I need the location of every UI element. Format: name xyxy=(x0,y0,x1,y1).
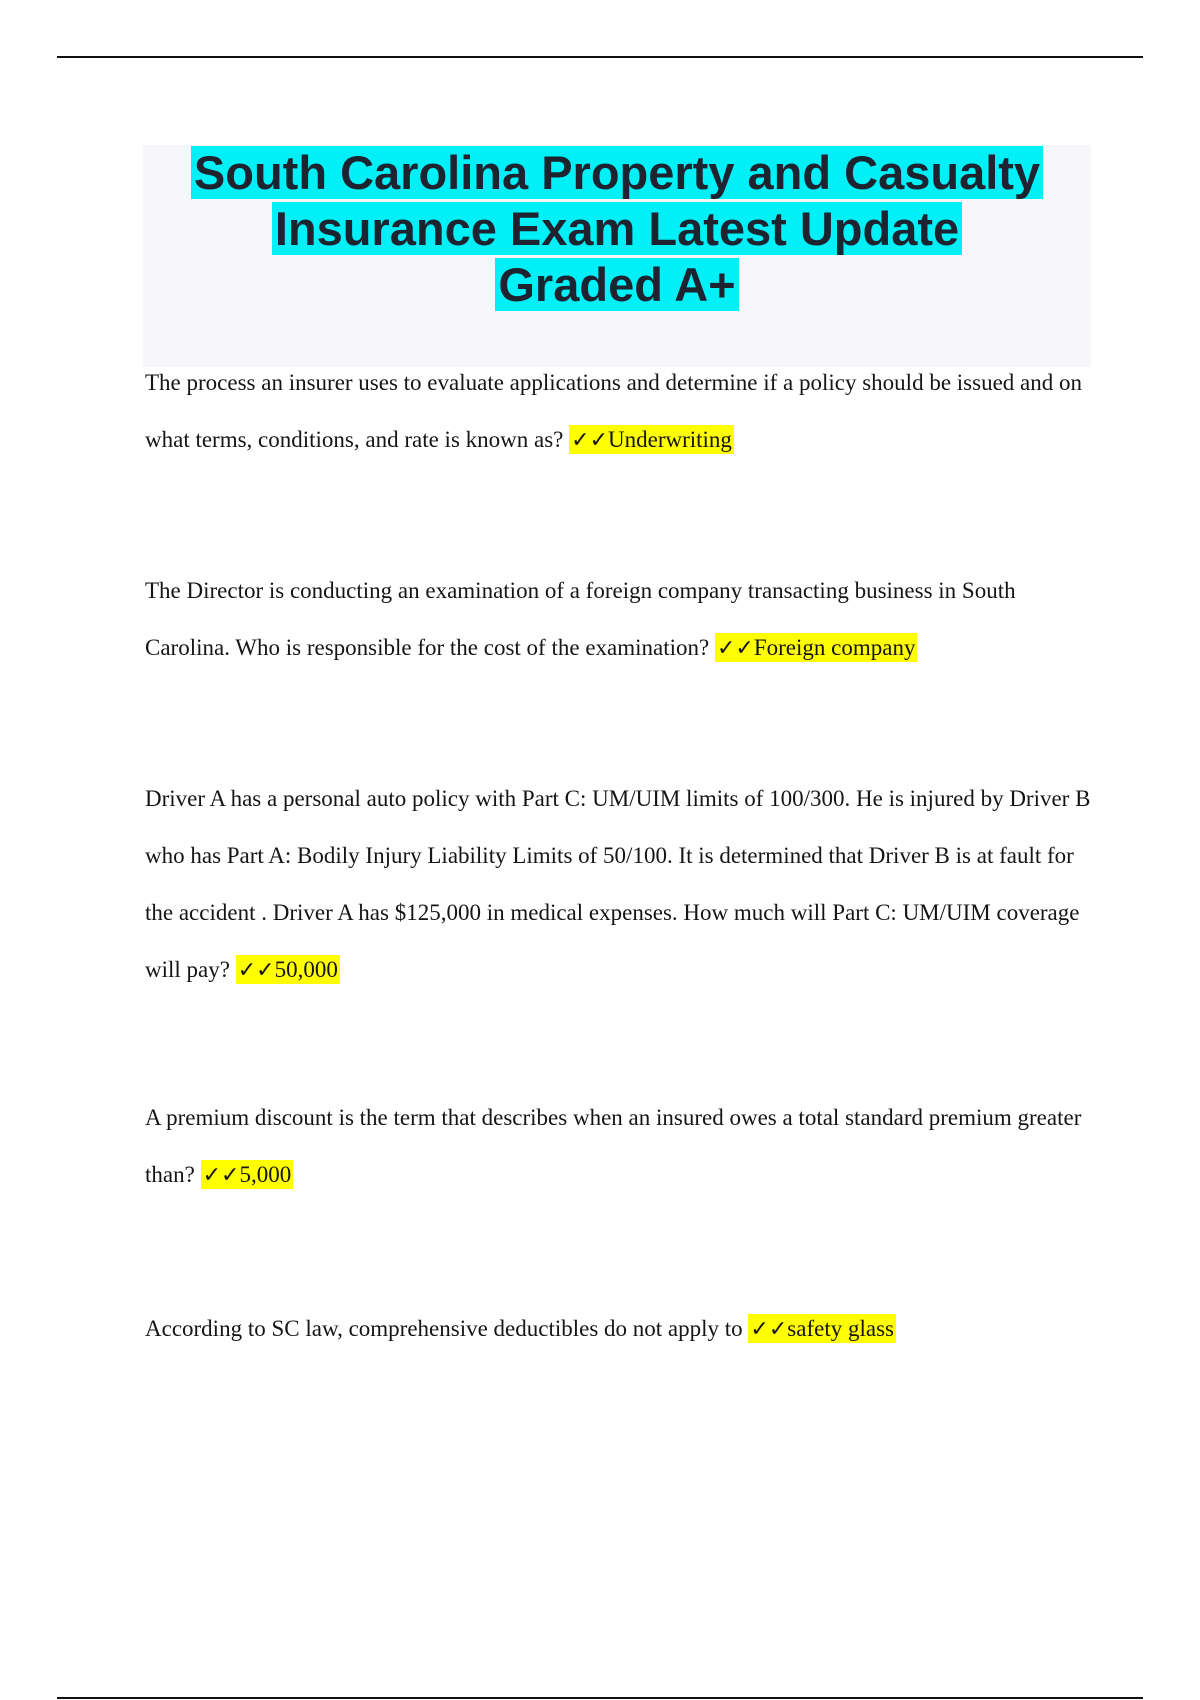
question-text: The process an insurer uses to evaluate applications and determine if a policy should be issued and on what terms, conditions, and rate is known as? xyxy=(145,370,1082,452)
answer-text: 5,000 xyxy=(239,1162,292,1187)
double-check-icon: ✓✓ xyxy=(571,428,609,453)
qa-item-1 xyxy=(145,354,1095,469)
title-line-2: Insurance Exam Latest Update xyxy=(272,202,962,255)
qa-item-4 xyxy=(145,1089,1095,1204)
answer-text: Foreign company xyxy=(753,635,916,660)
title-block xyxy=(143,145,1091,367)
document-title xyxy=(143,145,1091,313)
qa-item-2 xyxy=(145,562,1095,677)
answer-highlight xyxy=(201,1160,294,1189)
answer-highlight xyxy=(748,1314,896,1343)
footer-rule xyxy=(57,1697,1143,1699)
qa-item-3 xyxy=(145,770,1095,999)
answer-highlight xyxy=(715,633,917,662)
title-line-3: Graded A+ xyxy=(495,258,738,311)
double-check-icon: ✓✓ xyxy=(750,1317,788,1342)
double-check-icon: ✓✓ xyxy=(237,958,275,983)
question-text: A premium discount is the term that describes when an insured owes a total standard premium greater than? xyxy=(145,1105,1082,1187)
question-text: The Director is conducting an examination of a foreign company transacting business in South Carolina. Who is responsible for the cost of the examination? xyxy=(145,578,1016,660)
double-check-icon: ✓✓ xyxy=(202,1163,240,1188)
header-rule xyxy=(57,56,1143,58)
question-text: According to SC law, comprehensive deductibles do not apply to xyxy=(145,1316,743,1341)
double-check-icon: ✓✓ xyxy=(716,636,754,661)
question-text: Driver A has a personal auto policy with Part C: UM/UIM limits of 100/300. He is injured by Driver B who has Part A: Bodily Injury Liability Limits of 50/100. It is determined that Driver B is at fault for the accident . Driver A has $125,000 in medical expenses. How much will Part C: UM/UIM coverage will pay? xyxy=(145,786,1091,982)
answer-text: 50,000 xyxy=(274,957,338,982)
title-line-1: South Carolina Property and Casualty xyxy=(191,146,1043,199)
qa-item-5 xyxy=(145,1300,1095,1358)
answer-highlight xyxy=(569,425,734,454)
answer-text: Underwriting xyxy=(608,427,732,452)
answer-highlight xyxy=(236,955,340,984)
answer-text: safety glass xyxy=(787,1316,894,1341)
